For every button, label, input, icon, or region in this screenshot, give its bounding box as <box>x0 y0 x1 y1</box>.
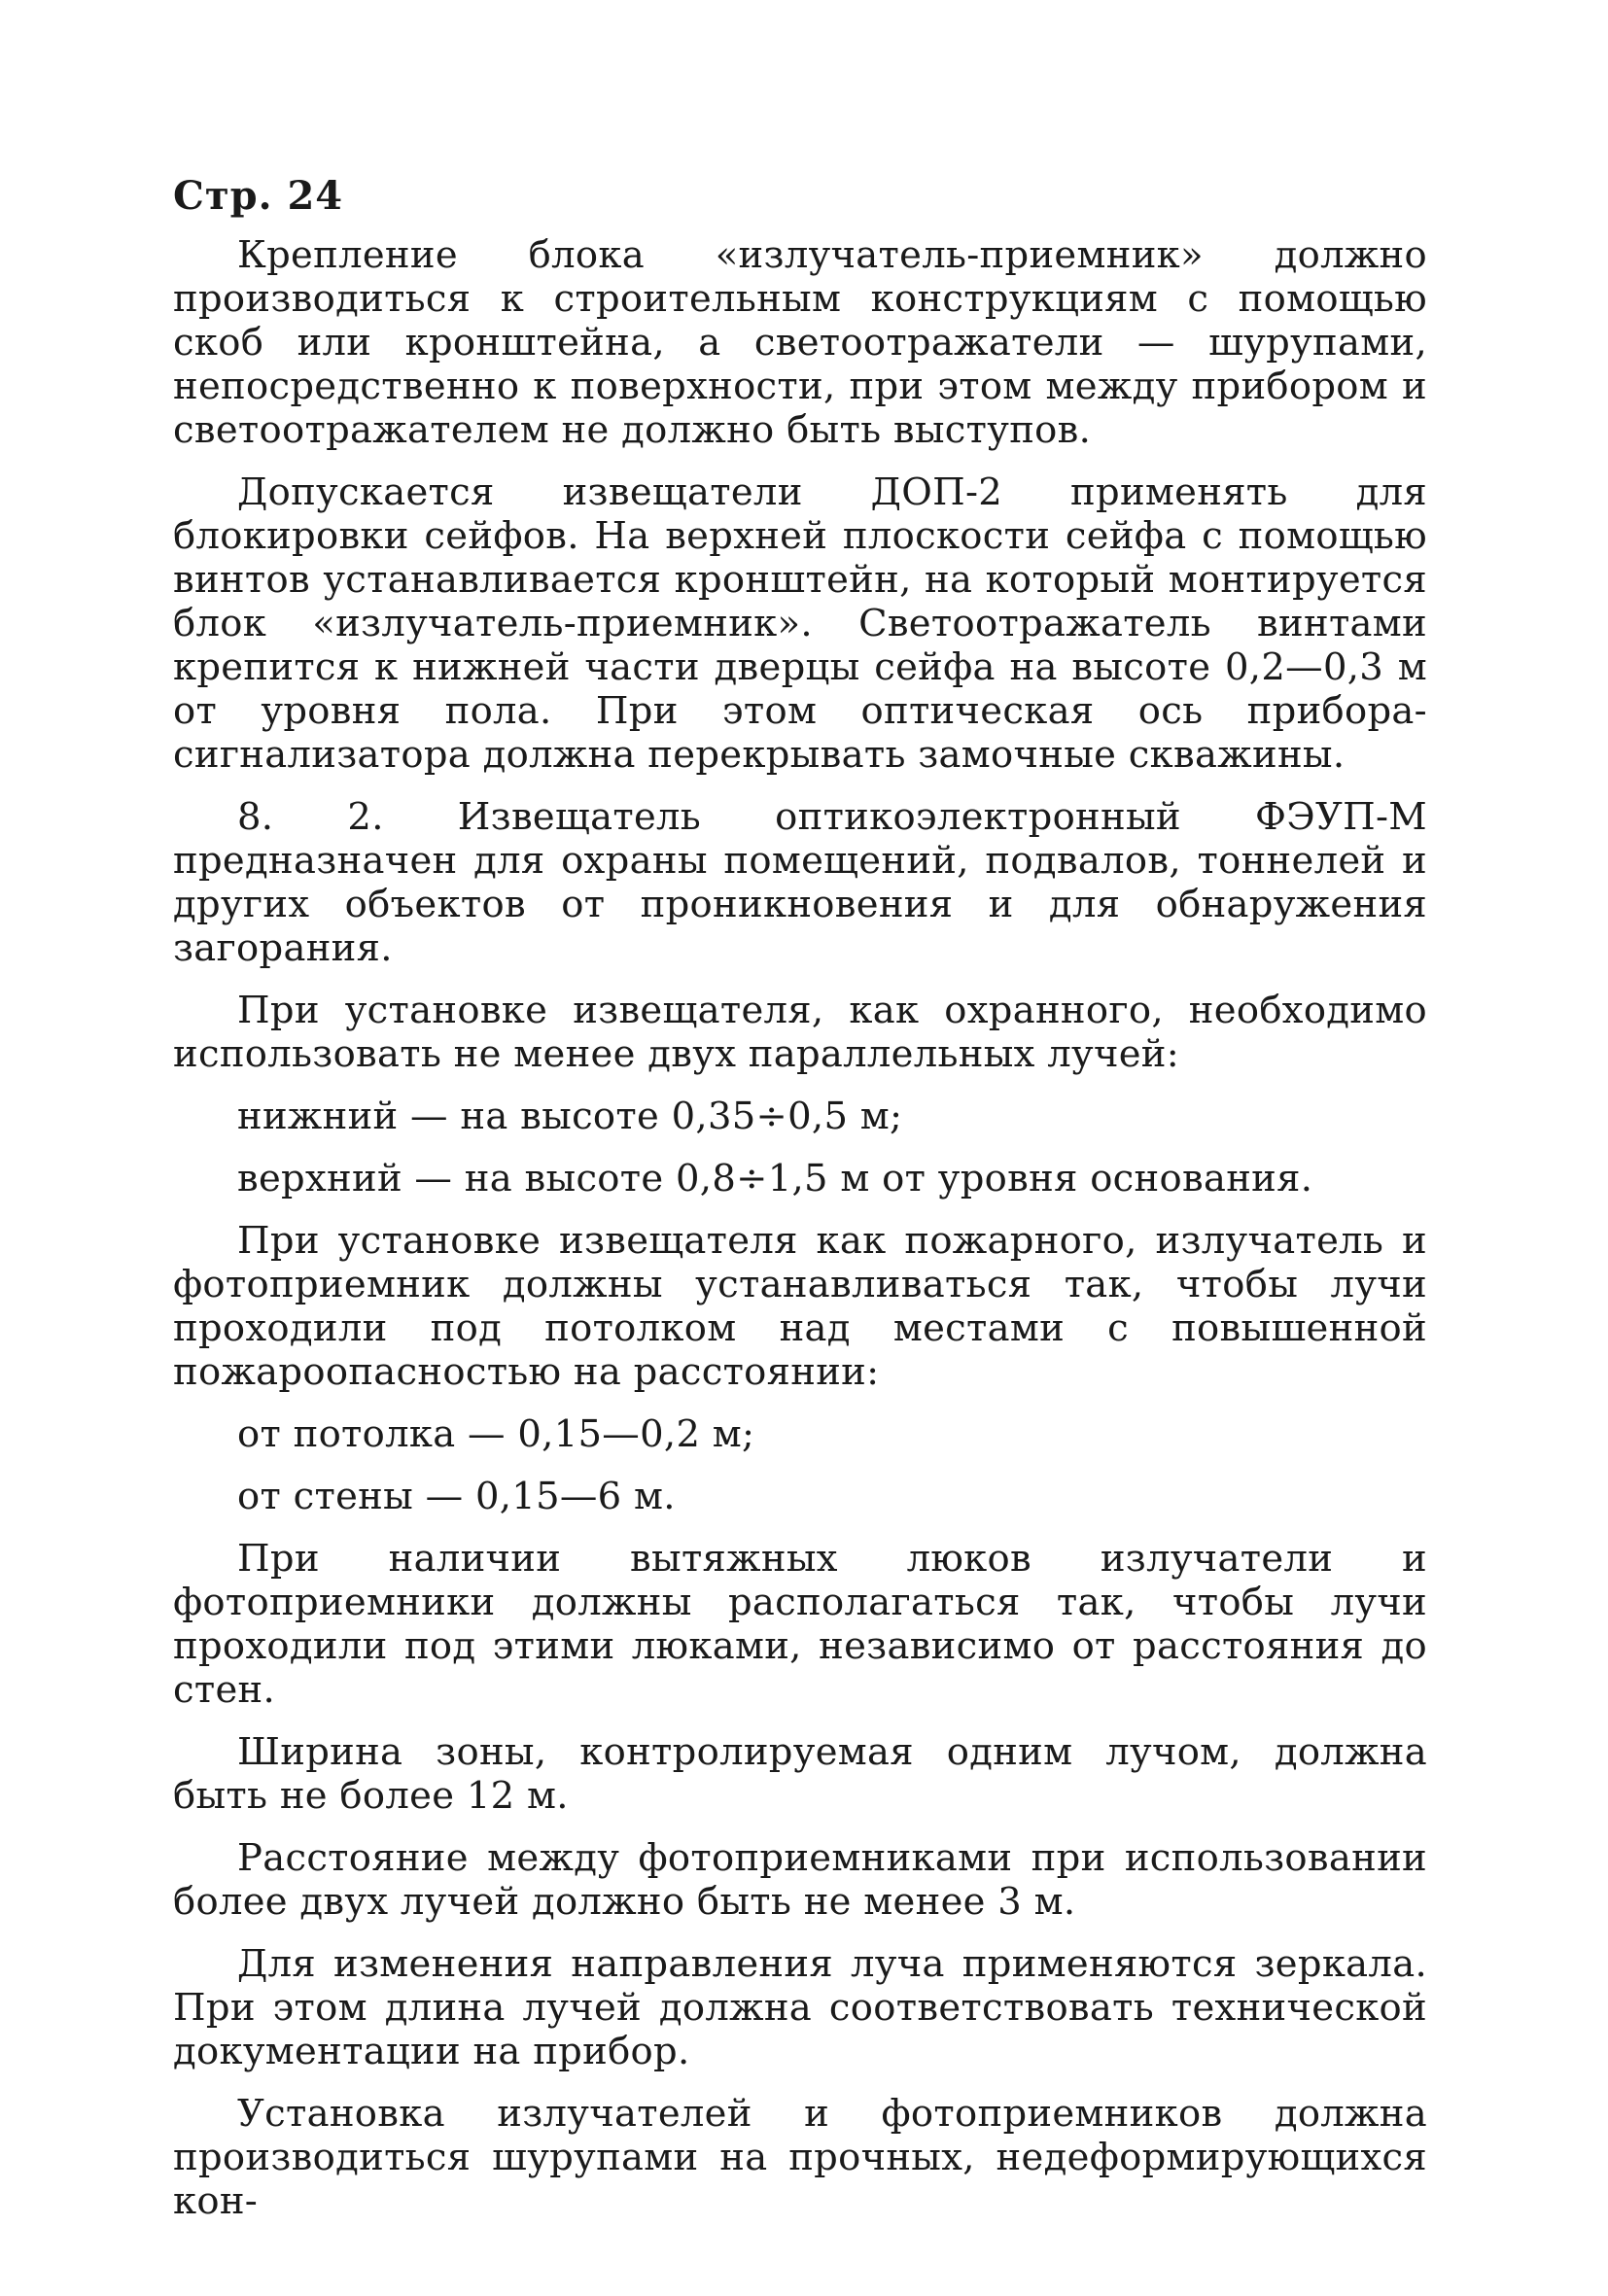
paragraph-fire-install: При установке извещателя как пожарного, излучатель и фотоприемник должны устанавливаться так, чтобы лучи проходили под потолком над местами с повышенной пожароопасностью на расстоянии: <box>173 1219 1427 1394</box>
paragraph-receiver-distance: Расстояние между фотоприемниками при использовании более двух лучей должно быть не менее 3 м. <box>173 1836 1427 1924</box>
paragraph-zone-width: Ширина зоны, контролируемая одним лучом, должна быть не более 12 м. <box>173 1730 1427 1818</box>
paragraph-mounting: Крепление блока «излучатель-приемник» должно производиться к строительным конструкциям с помощью скоб или кронштейна, а светоотражатели — шурупами, непосредственно к поверхности, при этом между прибором и светоотражателем не должно быть выступов. <box>173 233 1427 452</box>
paragraph-safe-blocking: Допускается извещатели ДОП-2 применять для блокировки сейфов. На верхней плоскости сейфа с помощью винтов устанавливается кронштейн, на который монтируется блок «излучатель-приемник». Светоотражатель винтами крепится к нижней части дверцы сейфа на высоте 0,2—0,3 м от уровня пола. При этом оптическая ось прибора-сигнализатора должна перекрывать замочные скважины. <box>173 470 1427 777</box>
paragraph-security-install: При установке извещателя, как охранного, необходимо использовать не менее двух параллельных лучей: <box>173 989 1427 1076</box>
paragraph-mirrors: Для изменения направления луча применяются зеркала. При этом длина лучей должна соответствовать технической документации на прибор. <box>173 1942 1427 2073</box>
list-item-from-ceiling: от потолка — 0,15—0,2 м; <box>237 1412 755 1456</box>
page-number: Стр. 24 <box>173 173 344 219</box>
paragraph-exhaust-hatches: При наличии вытяжных люков излучатели и фотоприемники должны располагаться так, чтобы лучи проходили под этими люками, независимо от расстояния до стен. <box>173 1537 1427 1712</box>
list-item-lower-beam: нижний — на высоте 0,35÷0,5 м; <box>237 1095 903 1138</box>
paragraph-mounting-screws: Установка излучателей и фотоприемников должна производиться шурупами на прочных, недеформирующихся кон- <box>173 2092 1427 2223</box>
page-body <box>173 233 1427 2242</box>
list-item-upper-beam: верхний — на высоте 0,8÷1,5 м от уровня основания. <box>237 1157 1313 1200</box>
paragraph-section-8-2: 8. 2. Извещатель оптикоэлектронный ФЭУП-М предназначен для охраны помещений, подвалов, тоннелей и других объектов от проникновения и для обнаружения загорания. <box>173 795 1427 970</box>
list-item-from-wall: от стены — 0,15—6 м. <box>237 1475 676 1518</box>
